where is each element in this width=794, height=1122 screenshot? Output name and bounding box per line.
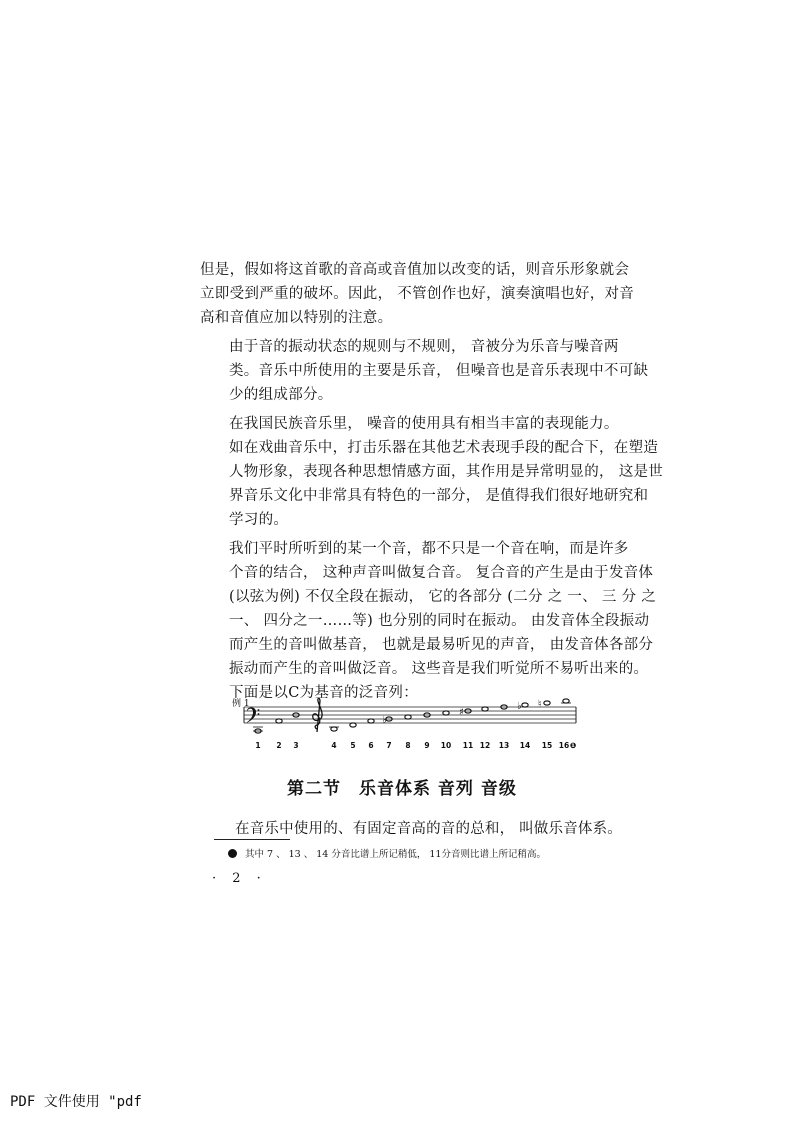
section-title-text: 乐音体系 音列 音级 bbox=[359, 779, 517, 799]
body-text bbox=[200, 258, 664, 705]
text-line: 而产生的音叫做基音， 也就是最易听见的声音， 由发音体各部分 bbox=[229, 637, 654, 653]
example-label: 例 1 bbox=[232, 699, 250, 709]
note-10 bbox=[443, 711, 449, 715]
text-line: 高和音值应加以特别的注意。 bbox=[200, 310, 393, 326]
text-line: 但是，假如将这首歌的音高或音值加以改变的话，则音乐形象就会 bbox=[200, 262, 630, 278]
text-line: 学习的。 bbox=[229, 512, 289, 528]
harmonic-number: 14 bbox=[519, 741, 531, 750]
text-line: 界音乐文化中非常具有特色的一部分， 是值得我们很好地研究和 bbox=[229, 488, 649, 504]
natural-icon: ♮ bbox=[538, 699, 542, 710]
harmonic-number-labels bbox=[255, 741, 576, 750]
note-15 bbox=[544, 701, 550, 705]
text-line: 如在戏曲音乐中，打击乐器在其他艺术表现手段的配合下，在塑造 bbox=[229, 440, 659, 456]
footnote-ref-icon: ❶ bbox=[569, 741, 577, 750]
paragraph-4 bbox=[200, 537, 657, 705]
text-line: 由于音的振动状态的规则与不规则， 音被分为乐音与噪音两 bbox=[229, 339, 619, 355]
harmonic-number: 9 bbox=[424, 741, 430, 750]
harmonic-series-example bbox=[232, 696, 592, 752]
text-line: 我们平时所听到的某一个音，都不只是一个音在响，而是许多 bbox=[229, 541, 629, 557]
note-6 bbox=[368, 719, 374, 723]
text-line: 个音的结合， 这种声音叫做复合音。 复合音的产生是由于发音体 bbox=[229, 565, 654, 581]
footnote bbox=[228, 846, 546, 860]
harmonic-number: 13 bbox=[498, 741, 510, 750]
accidentals bbox=[382, 699, 542, 726]
harmonic-number: 12 bbox=[479, 741, 491, 750]
text-line: 类。音乐中所使用的主要是乐音， 但噪音也是音乐表现中不可缺 bbox=[229, 363, 649, 379]
footnote-divider bbox=[214, 839, 290, 840]
pdf-caption: PDF 文件使用 "pdf bbox=[10, 1094, 142, 1110]
note-5 bbox=[350, 723, 356, 727]
page-number: · 2 · bbox=[212, 871, 267, 886]
harmonic-number: 16 bbox=[558, 741, 570, 750]
footnote-text: 其中 7 、 13 、 14 分音比谱上所记稍低， 11分音则比谱上所记稍高。 bbox=[245, 849, 546, 860]
harmonic-number: 8 bbox=[405, 741, 411, 750]
harmonic-number: 4 bbox=[331, 741, 337, 750]
harmonic-number: 1 bbox=[255, 741, 261, 750]
section-number: 第二节 bbox=[287, 779, 341, 799]
text-line: 振动而产生的音叫做泛音。 这些音是我们听觉所不易听出来的。 bbox=[229, 661, 649, 677]
note-2 bbox=[276, 719, 282, 723]
text-line: 下面是以C为基音的泛音列： bbox=[229, 685, 418, 701]
footnote-marker-icon bbox=[228, 849, 237, 858]
flat-icon: ♭ bbox=[382, 715, 387, 726]
flat-icon: ♭ bbox=[517, 701, 522, 712]
text-line: 人物形象，表现各种思想情感方面，其作用是异常明显的， 这是世 bbox=[229, 464, 664, 480]
harmonic-number: 6 bbox=[368, 741, 374, 750]
text-line: 立即受到严重的破坏。因此， 不管创作也好，演奏演唱也好，对音 bbox=[200, 286, 635, 302]
section-heading bbox=[287, 774, 517, 799]
harmonic-number: 10 bbox=[440, 741, 452, 750]
note-12 bbox=[482, 707, 488, 711]
paragraph-2 bbox=[200, 335, 649, 407]
harmonic-number: 15 bbox=[541, 741, 553, 750]
harmonic-number: 2 bbox=[276, 741, 282, 750]
paragraph-3 bbox=[200, 412, 664, 532]
text-line: (以弦为例) 不仅全段在振动， 它的各部分 (二分 之 一、 三 分 之 bbox=[229, 589, 657, 605]
note-8 bbox=[405, 715, 411, 719]
harmonic-number: 7 bbox=[386, 741, 392, 750]
text-line: 一、 四分之一……等) 也分别的同时在振动。 由发音体全段振动 bbox=[229, 613, 650, 629]
harmonic-number: 3 bbox=[293, 741, 299, 750]
text-line: 在我国民族音乐里， 噪音的使用具有相当丰富的表现能力。 bbox=[229, 416, 619, 432]
note-16 bbox=[563, 699, 569, 703]
definition-sentence: 在音乐中使用的、有固定音高的音的总和， 叫做乐音体系。 bbox=[235, 821, 623, 837]
harmonic-number: 5 bbox=[350, 741, 356, 750]
music-staff bbox=[232, 696, 592, 752]
sharp-icon: ♯ bbox=[459, 707, 464, 718]
paragraph-1 bbox=[200, 258, 635, 330]
text-line: 少的组成部分。 bbox=[229, 387, 333, 403]
harmonic-notes bbox=[253, 699, 571, 733]
harmonic-number: 11 bbox=[462, 741, 474, 750]
note-4 bbox=[331, 727, 337, 731]
note-14 bbox=[522, 703, 528, 707]
